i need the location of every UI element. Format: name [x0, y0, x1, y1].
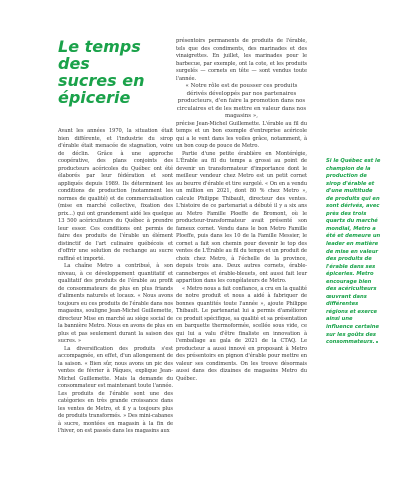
paragraph: Partie d'une petite érablière en Montérégie, L'Érable au fil du temps a grossi au point de devenir un transformateur d'importance dont le meilleur vendeur chez Metro est un petit cornet au beurre d'érable et tire surgelé. « On en a vendu un million en 2021, dont 80 % chez Metro », calcule Philippe Thibault, directeur des ventes. L'histoire de ce partenariat a débuté il y a six ans au Metro Famille Ploeffe de Bromont, où le producteur-transformateur avait présenté son fameux cornet. Vendu dans le bon Metro Famille Ploeffe, puis dans les 10 de la Famille Messier, le cornet a fait son chemin pour devenir le top des ventes de L'Érable au fil du temps et un produit de choix chez Metro, à l'échelle de la province, depuis trois ans. Deux autres cornets, érable-canneberges et érable-bleuets, ont aussi fait leur apparition dans les congélateurs de Metro.	[176, 150, 307, 284]
sidebar-callout	[326, 158, 381, 347]
paragraph: La chaîne Metro a contribué, à son niveau, à ce développement quantitatif et qualitatif des produits de l'érable au profit de consommateurs de plus en plus friands d'aliments naturels et locaux. « Nous avons toujours eu ces produits de l'érable dans nos magasins, souligne Jean-Michel Guillemette, directeur Mise en marché au siège social de la bannière Metro. Nous en avons de plus en plus et pas seulement durant la saison des sucres. »	[58, 263, 173, 344]
paragraph: « Metro nous a fait confiance, a cru en la qualité de notre produit et nous a aidé à fabriquer de bonnes quantités toute l'année », ajoute Philippe Thibault. Le partenariat lui a permis d'améliorer ce produit spécifique, sa qualité et sa présentation en barquette thermoformée, scellée sous vide, ce qui lui a valu d'être finaliste en innovation à l'emballage au gala de 2021 de la CTAQ. Le producteur a aussi innové en proposant à Metro des présentoirs en pignon d'érable pour mettre en valeur ses condiments. On les trouve désormais aussi dans des dizaines de magasins Metro du Québec.	[176, 285, 307, 382]
paragraph: présentoirs permanents de produits de l'érable, tels que des condiments, des marinades et des vinaigrettes. En juillet, les marinades pour le barbecue, par exemple, ont la cote, et les produits surgelés — cornets en tête — sont vendus toute l'année.	[176, 38, 307, 82]
paragraph: Avant les années 1970, la situation était bien différente, et l'industrie du sirop d'érable était menacée de stagnation, voire de déclin. Grâce à une approche coopérative, des plans conjoints des producteurs acéricoles du Québec ont été élaborés par leur fédération et sont appliqués depuis 1989. Ils déterminent les conditions de production (notamment les normes de qualité) et de commercialisation (mise en marché collective, fixation des prix...) qui ont grandement aidé les quelque 13 500 acériculteurs du Québec à prendre leur essor. Ces conditions ont permis de faire des produits de l'érable un élément distinctif de l'art culinaire québécois et d'offrir une solution de rechange au sucre raffiné et importé.	[58, 128, 173, 262]
sidebar-text: Si le Québec est le champion de la production de sirop d'érable et d'une multitude de produits qui en sont dérivés, avec près des trois quarts du marché mondial, Metro a été et demeure un leader en matière de mise en valeur des produits de l'érable dans ses épiceries. Metro encourage bien des acériculteurs œuvrant dans différentes régions et exerce ainsi une influence certaine sur les goûts des consommateurs.	[326, 158, 381, 346]
paragraph: La diversification des produits s'est accompagnée, en effet, d'un allongement de la saison. « Bien sûr, nous avons un pic des ventes de février à Pâques, explique Jean-Michel Guillemette. Mais la demande du consommateur est maintenant toute l'année. Les produits de l'érable sont une des catégories en très grande croissance dans les ventes de Metro, et il y a toujours plus de produits transformés. » Des mini-cabanes à sucre, montées en magasin à la fin de l'hiver, on est passés dans les magasins aux	[58, 345, 173, 434]
paragraph: précise Jean-Michel Guillemette. L'érable au fil du temps et un bon exemple d'entreprise acéricole qui a le vent dans les voiles grâce, notamment, à un bon coup de pouce de Metro.	[176, 120, 307, 149]
article-title: Le temps des sucres en épicerie	[58, 37, 145, 107]
end-dot-icon	[376, 341, 378, 343]
body-column-left	[58, 128, 173, 436]
body-column-middle	[173, 38, 307, 383]
pull-quote: « Notre rôle est de pousser ces produits dérivés développés par nos partenaires producteurs, d'en faire la promotion dans nos circulaires et de les mettre en valeur dans nos magasins »,	[176, 83, 307, 119]
